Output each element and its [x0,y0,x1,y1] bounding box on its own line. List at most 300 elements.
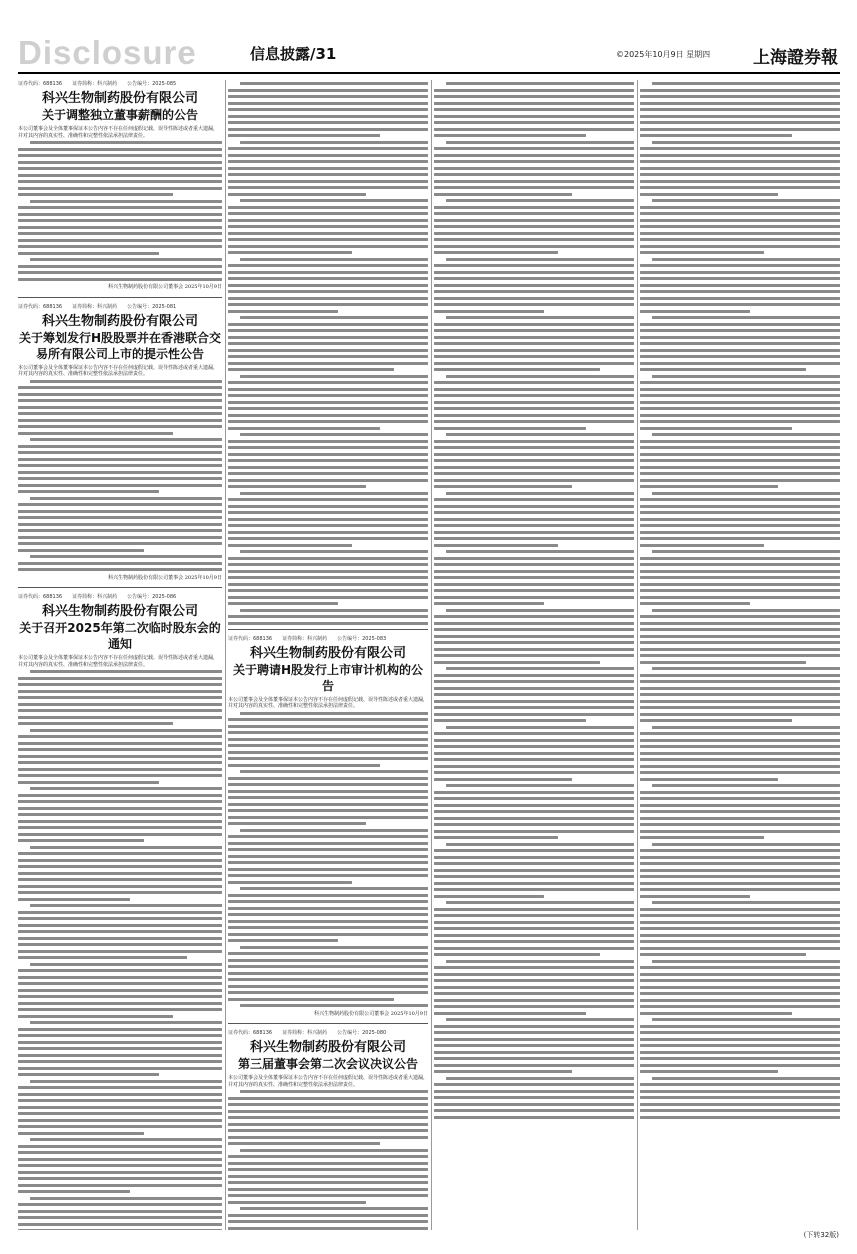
text-line [640,648,840,651]
text-line [640,999,840,1002]
text-line [652,726,840,729]
text-line [434,557,634,560]
text-line [434,297,634,300]
text-line [18,781,159,784]
text-line [640,992,840,995]
text-line [640,856,840,859]
text-line [18,1210,222,1213]
text-line [434,245,634,248]
text-line [228,998,394,1001]
text-line [18,755,222,758]
text-line [228,900,428,903]
notice-body [18,141,222,281]
text-line [434,95,634,98]
text-line [434,225,634,228]
text-line [18,464,222,467]
stock-code: 证券代码：688136 [228,635,273,642]
text-line [228,783,428,786]
text-line [640,524,840,527]
text-line [434,700,634,703]
text-line [434,940,634,943]
text-line [640,544,764,547]
text-line [228,1168,428,1171]
text-line [240,1004,428,1007]
text-line [18,445,222,448]
divider [18,297,222,298]
text-line [434,368,600,371]
text-line [228,1103,428,1106]
text-line [652,433,840,436]
text-line [434,817,634,820]
text-line [640,232,840,235]
text-line [640,121,840,124]
text-line [30,1138,222,1141]
text-line [640,583,840,586]
text-line [434,739,634,742]
text-line [434,661,600,664]
text-line [228,251,352,254]
text-line [434,869,634,872]
text-line [18,1060,222,1063]
text-line [434,362,634,365]
text-line [18,1015,173,1018]
text-line [228,731,428,734]
text-line [18,490,159,493]
text-line [446,960,634,963]
divider [228,1023,428,1024]
text-line [640,349,840,352]
text-line [640,485,778,488]
text-line [640,1116,840,1119]
text-line [240,946,428,949]
text-line [18,839,144,842]
text-line [434,791,634,794]
text-line [434,674,634,677]
text-line [228,1110,428,1113]
text-line [640,602,750,605]
text-line [434,323,634,326]
notice-meta [228,635,428,642]
text-line [640,628,840,631]
text-line [640,830,840,833]
text-line [18,1002,222,1005]
text-line [228,186,428,189]
text-line [18,950,222,953]
text-line [228,952,428,955]
text-line [640,1057,840,1060]
column-4 [640,80,840,1230]
text-line [228,310,338,313]
text-line [446,784,634,787]
text-line [18,683,222,686]
text-line [18,245,222,248]
text-line [434,459,634,462]
text-line [434,264,634,267]
stock-short-name: 证券简称：科兴制药 [72,594,118,600]
text-line [434,615,634,618]
text-line [228,718,428,721]
text-line [18,677,222,680]
text-line [640,420,840,423]
text-line [434,505,634,508]
text-line [640,1044,840,1047]
text-line [640,966,840,969]
text-line [18,542,222,545]
text-line [434,648,634,651]
notice-intro: 本公司董事会及全体董事保证本公告内容不存在任何虚假记载、误导性陈述或者重大遗漏，并对其内容的真实性、准确性和完整性依法承担法律责任。 [228,696,428,709]
text-line [434,934,634,937]
text-line [434,108,634,111]
text-line [240,609,428,612]
section-title: 信息披露/31 [250,45,337,63]
notice-intro: 本公司董事会及全体董事保证本公告内容不存在任何虚假记载、误导性陈述或者重大遗漏，并对其内容的真实性、准确性和完整性依法承担法律责任。 [228,1075,428,1088]
text-line [434,440,634,443]
notice-body [18,670,222,1230]
text-line [228,284,428,287]
text-line [228,1194,428,1197]
continued-page-note: (下转32版) [803,1231,839,1239]
text-line [652,199,840,202]
text-line [228,394,428,397]
text-line [18,180,222,183]
text-line [640,791,840,794]
text-line [228,1136,428,1139]
text-line [18,432,173,435]
notice-number: 公告编号：2025-080 [337,1030,387,1036]
text-line [228,115,428,118]
text-line [18,833,222,836]
text-line [640,102,840,105]
text-line [640,914,840,917]
text-line [434,966,634,969]
text-line [434,115,634,118]
text-line [652,82,840,85]
text-line [640,251,764,254]
text-line [18,549,144,552]
text-line [18,1151,222,1154]
text-line [228,459,428,462]
text-line [228,1175,428,1178]
text-line [18,911,222,914]
text-line [434,511,634,514]
text-line [18,1008,222,1011]
text-line [18,399,222,402]
text-line [18,161,222,164]
text-line [18,794,222,797]
text-line [228,544,352,547]
text-line [228,212,428,215]
text-line [30,141,222,144]
text-line [228,576,428,579]
text-line [30,963,222,966]
text-line [640,271,840,274]
text-line [18,1184,222,1187]
text-line [228,147,428,150]
text-line [640,817,840,820]
text-line [228,596,428,599]
text-line [18,768,222,771]
text-line [240,82,428,85]
text-line [640,947,840,950]
text-line [228,505,428,508]
text-line [434,654,634,657]
column-1 [18,80,222,1230]
text-line [228,744,428,747]
text-line [434,329,634,332]
text-line [228,511,428,514]
text-line [18,976,222,979]
text-line [434,836,558,839]
notice-title: 科兴生物制药股份有限公司 [41,91,198,106]
text-line [652,375,840,378]
text-line [18,774,222,777]
newspaper-name: 上海證券報 [753,48,838,68]
text-line [228,479,428,482]
text-line [640,394,840,397]
text-line [640,355,840,358]
text-line [640,427,792,430]
text-line [640,511,840,514]
text-line [18,826,222,829]
issue-date: ©2025年10月9日 星期四 [616,50,711,59]
column-rule [431,80,432,1230]
text-line [434,128,634,131]
text-line [434,232,634,235]
text-line [228,1227,428,1230]
text-line [640,641,840,644]
text-line [18,568,222,571]
notice-number: 公告编号：2025-083 [337,635,387,642]
text-line [434,524,634,527]
text-line [434,1090,634,1093]
text-line [434,1025,634,1028]
text-line [640,297,840,300]
text-line [228,355,428,358]
column-rule [637,80,638,1230]
text-line [434,797,634,800]
text-line [434,173,634,176]
text-line [228,121,428,124]
text-line [228,453,428,456]
text-line [228,167,428,170]
text-line [18,722,173,725]
text-line [652,901,840,904]
text-line [18,386,222,389]
text-line [640,940,840,943]
notice-board-resolution [228,1029,428,1230]
text-line [228,602,338,605]
text-line [434,102,634,105]
text-line [228,336,428,339]
text-line [18,219,222,222]
text-line [640,310,750,313]
text-line [228,102,428,105]
text-line [18,265,222,268]
text-line [18,1093,222,1096]
text-line [640,537,840,540]
text-line [652,550,840,553]
notice-intro: 本公司董事会及全体董事保证本公告内容不存在任何虚假记载、误导性陈述或者重大遗漏，并对其内容的真实性、准确性和完整性依法承担法律责任。 [18,364,219,377]
text-line [228,570,428,573]
text-line [228,589,428,592]
text-line [434,284,634,287]
text-line [434,882,634,885]
notice-h-share-listing [18,303,222,582]
text-line [434,1083,634,1086]
text-line [640,849,840,852]
text-line [434,622,634,625]
text-line [228,959,428,962]
text-line [18,1099,222,1102]
text-line [434,1012,586,1015]
text-line [640,531,840,534]
text-line [640,466,840,469]
text-line [18,510,222,513]
text-line [228,466,428,469]
text-line [652,784,840,787]
text-line [446,609,634,612]
text-line [18,924,222,927]
text-line [18,1112,222,1115]
notice-number: 公告编号：2025-081 [127,303,177,310]
text-line [228,965,428,968]
text-line [640,303,840,306]
notice-subtitle: 关于筹划发行H股股票并在香港联合交易所有限公司上市的提示性公告 [18,330,222,361]
text-line [640,329,840,332]
text-line [640,758,840,761]
text-line [434,947,634,950]
text-line [228,615,428,618]
text-line [640,284,840,287]
text-line [18,982,222,985]
text-line [228,557,428,560]
notice-title: 科兴生物制药股份有限公司 [41,313,198,329]
text-line [446,1018,634,1021]
text-line [434,498,634,501]
text-line [18,1171,222,1174]
text-line [18,1047,222,1050]
text-line [228,816,428,819]
text-line [18,937,222,940]
text-line [434,810,634,813]
text-line [434,349,634,352]
text-line [240,1090,428,1093]
text-line [640,706,840,709]
text-line [18,167,222,170]
text-line [640,414,840,417]
text-line [18,748,222,751]
text-line [18,232,222,235]
text-line [30,729,222,732]
text-line [30,670,222,673]
text-line [640,381,840,384]
text-line [18,1229,222,1230]
text-line [18,213,222,216]
text-line [446,843,634,846]
text-line [18,943,222,946]
text-line [228,303,428,306]
text-line [640,771,840,774]
text-line [228,108,428,111]
text-line [640,888,840,891]
text-line [434,1044,634,1047]
text-line [640,1051,840,1054]
text-line [228,271,428,274]
text-line [228,1214,428,1217]
text-line [18,1177,222,1180]
stock-short-name: 证券简称：科兴制药 [72,303,118,310]
text-line [434,381,634,384]
text-line [434,238,634,241]
text-line [18,1028,222,1031]
text-line [18,278,222,281]
text-line [434,420,634,423]
text-line [640,557,840,560]
text-line [18,406,222,409]
text-line [30,904,222,907]
notice-body [18,380,222,572]
text-line [228,264,428,267]
text-line [18,878,222,881]
text-line [640,128,840,131]
text-line [228,388,428,391]
text-line [640,401,840,404]
text-line [640,1031,840,1034]
text-line [18,523,222,526]
text-line [434,732,634,735]
text-line [640,927,840,930]
stock-code: 证券代码：688136 [18,594,63,600]
text-line [228,1188,428,1191]
text-line [228,342,428,345]
text-line [228,1162,428,1165]
text-line [640,95,840,98]
text-line [446,1077,634,1080]
text-line [640,206,840,209]
text-line [228,238,428,241]
text-line [434,927,634,930]
text-line [228,407,428,410]
text-line [434,1051,634,1054]
notice-intro: 本公司董事会及全体董事保证本公告内容不存在任何虚假记载、误导性陈述或者重大遗漏，并对其内容的真实性、准确性和完整性依法承担法律责任。 [18,655,219,668]
text-line [18,820,222,823]
text-line [228,290,428,293]
text-line [434,134,586,137]
text-line [640,804,840,807]
masthead-wordmark: Disclosure [18,34,197,71]
text-line [640,869,840,872]
stock-code: 证券代码：688136 [228,1030,273,1036]
text-line [30,380,222,383]
text-line [228,1155,428,1158]
text-line [640,882,840,885]
text-line [18,1216,222,1219]
text-line [18,716,222,719]
text-line [434,407,634,410]
notice-signature: 科兴生物制药股份有限公司董事会 2025年10月9日 [108,574,222,581]
text-line [18,969,222,972]
notice-number: 公告编号：2025-085 [127,81,177,87]
text-line [434,953,600,956]
text-line [434,544,558,547]
text-line [228,323,428,326]
text-line [640,563,840,566]
text-line [640,212,840,215]
text-line [640,440,840,443]
text-line [228,297,428,300]
text-line [434,1070,572,1073]
text-line [640,368,806,371]
